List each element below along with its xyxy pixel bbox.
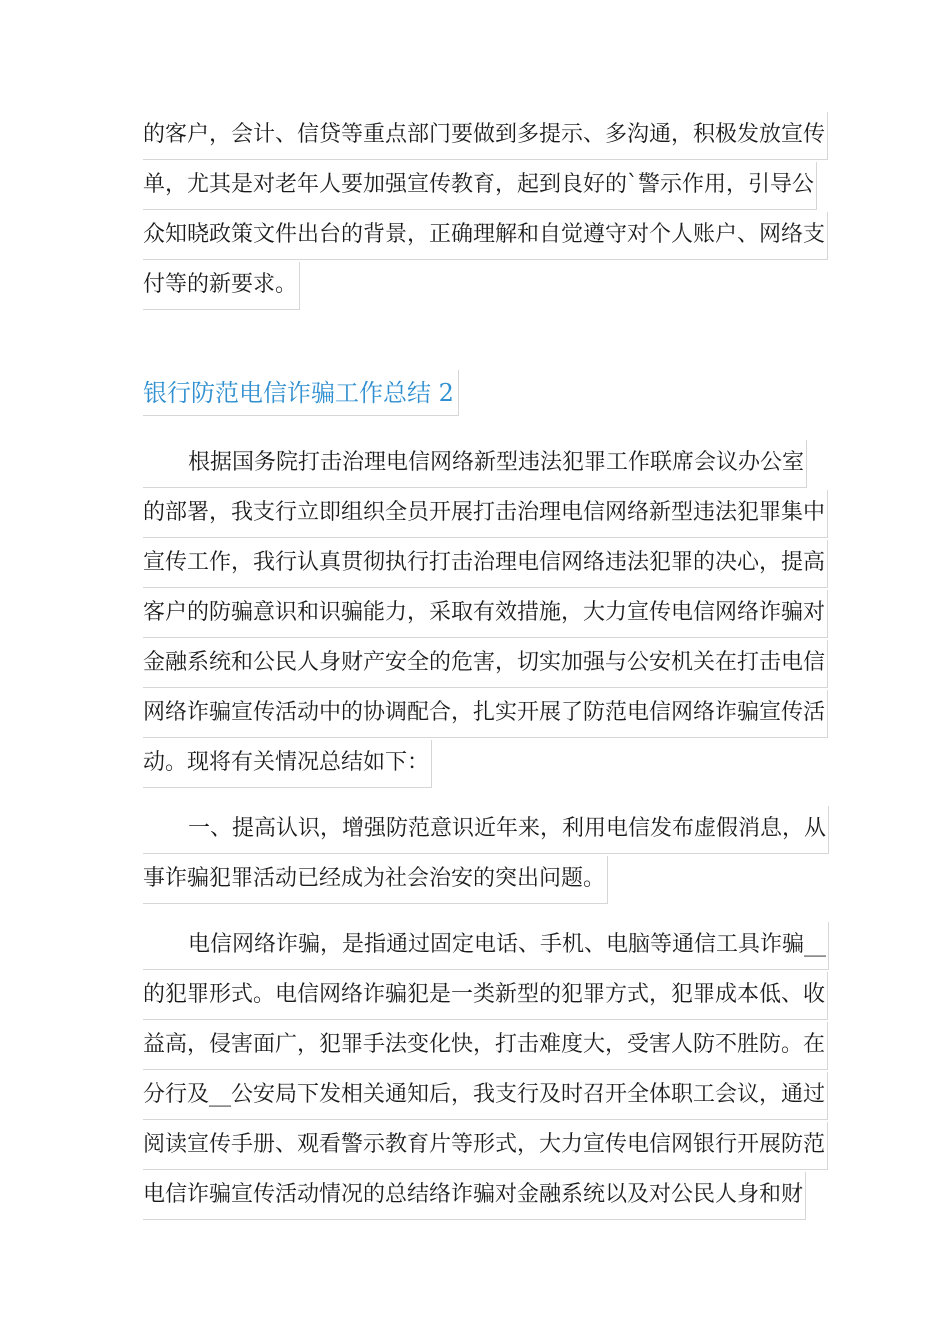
paragraph-2-line-3: 宣传工作，我行认真贯彻执行打击治理电信网络违法犯罪的决心，提高 — [143, 540, 828, 588]
paragraph-1-line-1: 的客户，会计、信贷等重点部门要做到多提示、多沟通，积极发放宣传 — [143, 112, 828, 160]
section-heading: 银行防范电信诈骗工作总结 2 — [143, 370, 459, 416]
paragraph-4-line-2: 的犯罪形式。电信网络诈骗犯是一类新型的犯罪方式，犯罪成本低、收 — [143, 972, 828, 1020]
paragraph-4-line-6: 电信诈骗宣传活动情况的总结络诈骗对金融系统以及对公民人身和财 — [143, 1172, 806, 1220]
paragraph-4-line-3: 益高，侵害面广，犯罪手法变化快，打击难度大，受害人防不胜防。在 — [143, 1022, 828, 1070]
paragraph-2-line-4: 客户的防骗意识和识骗能力，采取有效措施，大力宣传电信网络诈骗对 — [143, 590, 828, 638]
paragraph-1-line-4: 付等的新要求。 — [143, 262, 300, 310]
paragraph-2-line-7: 动。现将有关情况总结如下： — [143, 740, 432, 788]
paragraph-2-line-1: 根据国务院打击治理电信网络新型违法犯罪工作联席会议办公室 — [143, 440, 807, 488]
paragraph-2-line-2: 的部署，我支行立即组织全员开展打击治理电信网络新型违法犯罪集中 — [143, 490, 828, 538]
paragraph-1-line-2: 单，尤其是对老年人要加强宣传教育，起到良好的`警示作用，引导公 — [143, 162, 817, 210]
paragraph-4-line-1: 电信网络诈骗，是指通过固定电话、手机、电脑等通信工具诈骗__ — [143, 922, 829, 970]
paragraph-4-line-4: 分行及__公安局下发相关通知后，我支行及时召开全体职工会议，通过 — [143, 1072, 828, 1120]
paragraph-2-line-5: 金融系统和公民人身财产安全的危害，切实加强与公安机关在打击电信 — [143, 640, 828, 688]
paragraph-2-line-6: 网络诈骗宣传活动中的协调配合，扎实开展了防范电信网络诈骗宣传活 — [143, 690, 828, 738]
paragraph-3-line-2: 事诈骗犯罪活动已经成为社会治安的突出问题。 — [143, 856, 608, 904]
paragraph-1-line-3: 众知晓政策文件出台的背景，正确理解和自觉遵守对个人账户、网络支 — [143, 212, 828, 260]
paragraph-4-line-5: 阅读宣传手册、观看警示教育片等形式，大力宣传电信网银行开展防范 — [143, 1122, 828, 1170]
paragraph-3-line-1: 一、提高认识，增强防范意识近年来，利用电信发布虚假消息，从 — [143, 806, 829, 854]
